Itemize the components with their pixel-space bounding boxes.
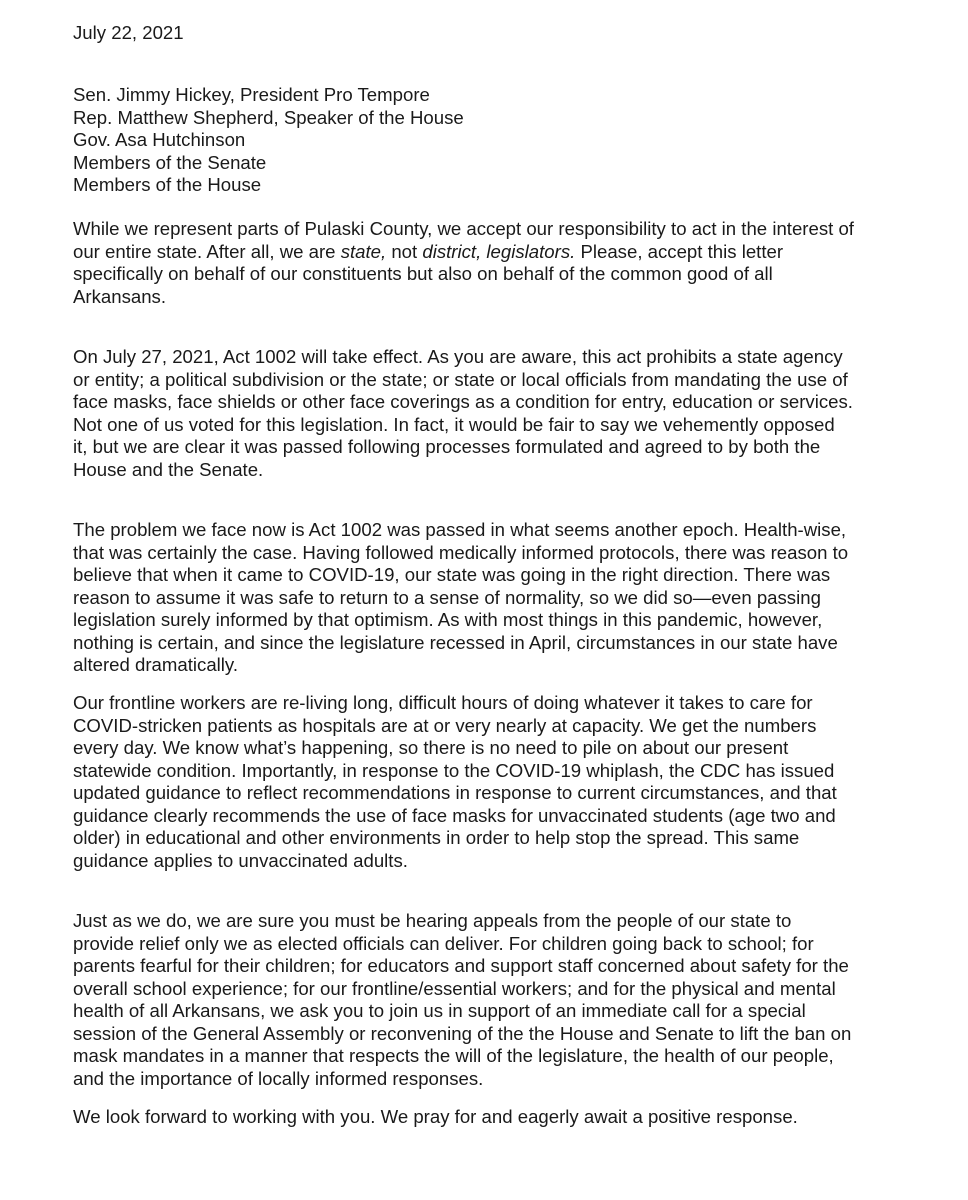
text-run: Please, accept this letter	[575, 240, 784, 262]
paragraph-line: older) in educational and other environments in order to help stop the spread. This same	[73, 827, 800, 848]
recipient-line: Rep. Matthew Shepherd, Speaker of the House	[73, 106, 464, 128]
paragraph-line: that was certainly the case. Having followed medically informed protocols, there was reason to	[73, 541, 849, 563]
date-line: July 22, 2021	[73, 22, 184, 43]
paragraph-line: Not one of us voted for this legislation. In fact, it would be fair to say we vehemently opposed	[73, 413, 835, 435]
paragraph-line: guidance applies to unvaccinated adults.	[73, 849, 408, 871]
paragraph-line: The problem we face now is Act 1002 was passed in what seems another epoch. Health-wise,	[73, 519, 847, 540]
paragraph-intro	[73, 218, 953, 308]
paragraph-line: Just as we do, we are sure you must be hearing appeals from the people of our state to	[73, 910, 792, 931]
recipient-line: Sen. Jimmy Hickey, President Pro Tempore	[73, 84, 430, 105]
paragraph-line: House and the Senate.	[73, 458, 264, 480]
paragraph-line: overall school experience; for our frontline/essential workers; and for the physical and mental	[73, 977, 836, 999]
recipient-line: Members of the Senate	[73, 151, 267, 173]
paragraph-line: Our frontline workers are re-living long, difficult hours of doing whatever it takes to care for	[73, 692, 813, 713]
paragraph-line: Arkansans.	[73, 285, 167, 307]
text-run: our entire state. After all, we are	[73, 240, 341, 262]
paragraph-line	[73, 241, 953, 264]
paragraph-line: specifically on behalf of our constituents but also on behalf of the common good of all	[73, 263, 773, 284]
text-run: not	[386, 240, 423, 262]
recipient-block	[73, 84, 953, 197]
paragraph-line: statewide condition. Importantly, in response to the COVID-19 whiplash, the CDC has issued	[73, 759, 835, 781]
paragraph-line: and the importance of locally informed responses.	[73, 1067, 484, 1089]
paragraph-line: altered dramatically.	[73, 654, 239, 675]
paragraph-line: health of all Arkansans, we ask you to join us in support of an immediate call for a special	[73, 1000, 806, 1021]
paragraph-line: face masks, face shields or other face coverings as a condition for entry, education or services.	[73, 391, 853, 412]
paragraph-appeal	[73, 910, 953, 1090]
paragraph-problem	[73, 519, 953, 677]
paragraph-line: parents fearful for their children; for educators and support staff concerned about safety for the	[73, 955, 849, 976]
paragraph-line: provide relief only we as elected officials can deliver. For children going back to school; for	[73, 932, 814, 954]
paragraph-closing	[73, 1106, 953, 1129]
paragraph-act-1002	[73, 346, 953, 481]
paragraph-line: every day. We know what’s happening, so there is no need to pile on about our present	[73, 737, 789, 758]
paragraph-line: guidance clearly recommends the use of face masks for unvaccinated students (age two and	[73, 804, 836, 826]
italic-text: district, legislators.	[422, 240, 576, 262]
closing-line: We look forward to working with you. We pray for and eagerly await a positive response.	[73, 1106, 798, 1127]
paragraph-line: session of the General Assembly or reconvening of the the House and Senate to lift the ban on	[73, 1022, 852, 1044]
paragraph-line: legislation surely informed by that optimism. As with most things in this pandemic, however,	[73, 609, 823, 630]
paragraph-line: reason to assume it was safe to return to a sense of normality, so we did so—even passing	[73, 586, 821, 608]
recipient-line: Gov. Asa Hutchinson	[73, 129, 246, 150]
paragraph-line: nothing is certain, and since the legislature recessed in April, circumstances in our state have	[73, 631, 838, 653]
paragraph-frontline	[73, 692, 953, 872]
paragraph-line: or entity; a political subdivision or the state; or state or local officials from mandating the use of	[73, 368, 848, 390]
paragraph-line: believe that when it came to COVID-19, our state was going in the right direction. There was	[73, 564, 831, 585]
paragraph-line: While we represent parts of Pulaski County, we accept our responsibility to act in the interest of	[73, 218, 854, 239]
paragraph-line: it, but we are clear it was passed following processes formulated and agreed to by both the	[73, 436, 821, 457]
paragraph-line: On July 27, 2021, Act 1002 will take effect. As you are aware, this act prohibits a state agency	[73, 346, 843, 367]
paragraph-line: updated guidance to reflect recommendations in response to current circumstances, and that	[73, 782, 837, 803]
italic-text: state,	[340, 240, 387, 262]
recipient-line: Members of the House	[73, 174, 262, 195]
paragraph-line: mask mandates in a manner that respects the will of the legislature, the health of our people,	[73, 1045, 834, 1066]
paragraph-line: COVID-stricken patients as hospitals are at or very nearly at capacity. We get the numbers	[73, 714, 817, 736]
letter-date	[73, 22, 953, 45]
